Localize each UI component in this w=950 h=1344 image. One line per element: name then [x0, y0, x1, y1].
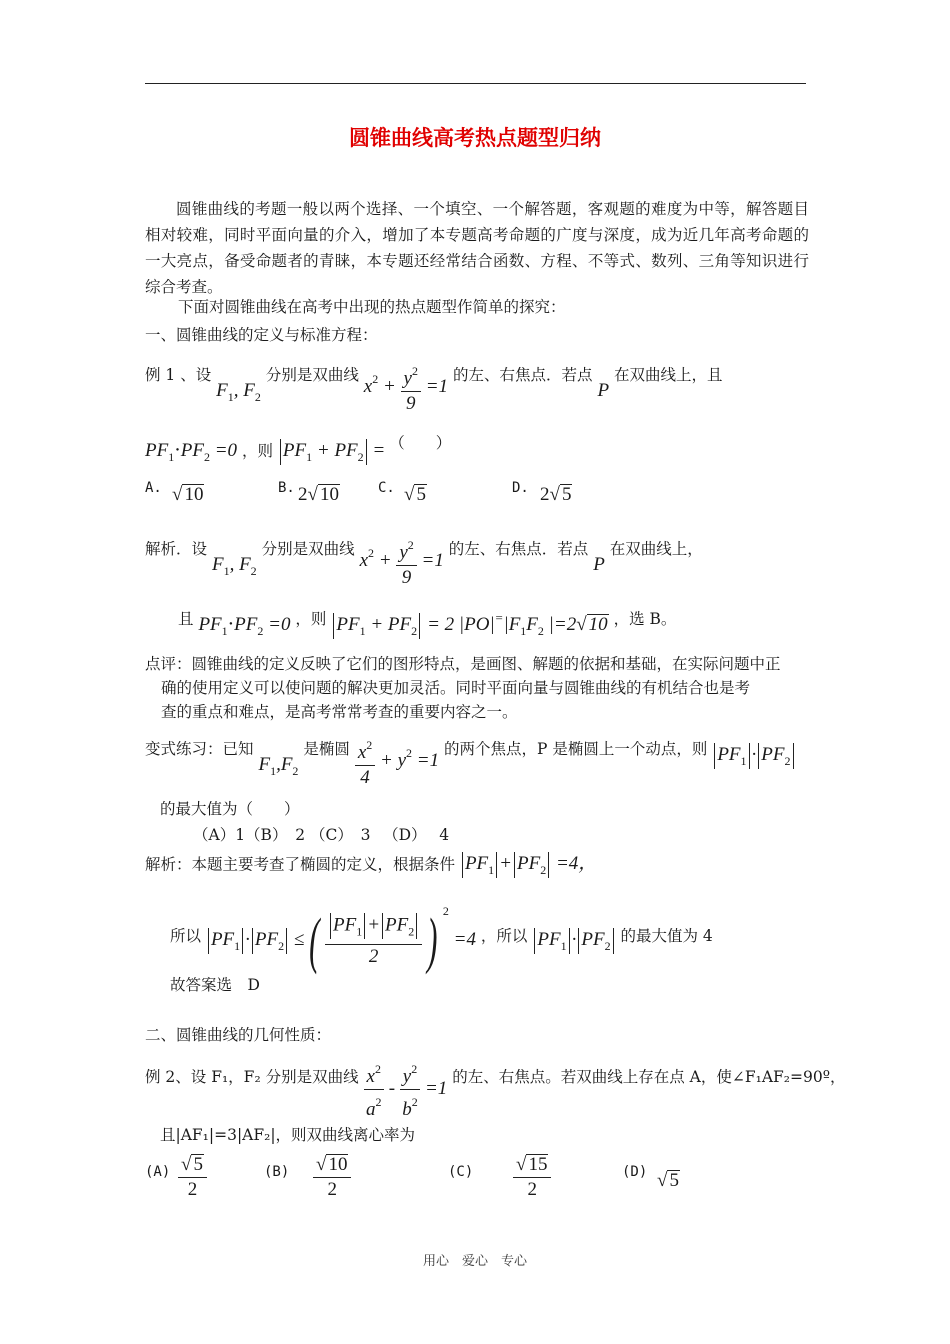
f1-f2-symbol: $F_1$, $F_2$: [211, 553, 257, 578]
abs-bar-left: [280, 439, 281, 465]
ex2-option-a-value: $\frac{√ 5}{2}$: [178, 1154, 207, 1201]
solution-2-line: [145, 852, 597, 882]
derivation-chain: = 2 $|PO|^=|F_1F_2$ |=2√ 10: [427, 610, 608, 638]
variant-mid: 是椭圆: [303, 739, 350, 758]
ex2-option-c-label: (C): [448, 1164, 474, 1180]
example-2-line-2: 且|AF₁|=3|AF₂|，则双曲线离心率为: [160, 1126, 416, 1144]
option-a-label: A.: [145, 480, 162, 496]
ex2-option-b-label: (B): [264, 1164, 290, 1180]
ex2-option-c-value: $\frac{√ 15}{2}$: [513, 1154, 551, 1201]
solution-1-tail-2: 在双曲线上，: [609, 539, 703, 558]
example-2-lead: 例 2、设 F₁，F₂ 分别是双曲线: [145, 1067, 359, 1086]
comment-line-2: 确的使用定义可以使问题的解决更加灵活。同时平面向量与圆锥曲线的有机结合也是考: [161, 679, 751, 697]
so-word: 所以: [170, 927, 202, 945]
option-d-label: D.: [512, 480, 529, 496]
option-c-value: √ 5: [404, 484, 426, 505]
inequality-line: [170, 900, 713, 975]
and-word: 且: [178, 610, 194, 628]
option-b-label: B.: [278, 480, 295, 496]
section-2-heading: 二、圆锥曲线的几何性质：: [145, 1026, 332, 1044]
point-p-symbol: P: [593, 553, 605, 575]
variant-lead: 变式练习：已知: [145, 739, 254, 758]
section-1-heading: 一、圆锥曲线的定义与标准方程：: [145, 326, 378, 344]
example-1-condition: [145, 432, 451, 469]
comment-label: 点评：: [145, 655, 192, 673]
example-2-line: [145, 1058, 846, 1120]
solution-1-mid: 分别是双曲线: [261, 539, 355, 558]
example-1-tail-2: 在双曲线上，且: [613, 365, 723, 384]
example-1-mid: 分别是双曲线: [265, 365, 359, 384]
abs-bar-left: [333, 613, 334, 639]
point-p-symbol: P: [597, 379, 610, 401]
ex2-option-d-label: (D): [622, 1164, 648, 1180]
solution-1-lead: 解析．设: [145, 539, 208, 558]
equals-sign: =: [373, 440, 385, 461]
example-1-line: [145, 360, 723, 416]
f1-f2-symbol: $F_1$, $F_2$: [216, 379, 261, 404]
so-word-2: ，所以: [480, 927, 528, 945]
variant-tail: 的两个焦点，P 是椭圆上一个动点，则: [444, 739, 708, 758]
hyperbola-equation: $x^2$ + $\frac{y^2}{9}$ =1: [360, 550, 444, 571]
vector-sum: $PF_1 + PF_2$: [336, 614, 418, 638]
option-d-value: 2√ 5: [540, 484, 572, 505]
sum-condition: $PF_1 + PF_2 =4$，: [460, 853, 597, 874]
hyperbola-equation: $x^2$ + $\frac{y^2}{9}$ =1: [364, 376, 448, 397]
ellipse-equation: $\frac{x^2}{4}$ + $y^2 =1$: [355, 750, 439, 771]
answer-line: 故答案选 D: [170, 976, 260, 994]
hyperbola-ab-equation: $\frac{x^2}{a^2}$ - $\frac{y^2}{b^2}$ =1: [364, 1078, 448, 1099]
solution-1-line: [145, 534, 703, 590]
vector-sum: $PF_1 + PF_2$: [282, 440, 364, 464]
header-rule: [145, 83, 806, 84]
option-b-value: 2√ 10: [298, 484, 339, 505]
example-1-tail-1: 的左、右焦点．若点: [452, 365, 593, 384]
pick-answer: ，选 B。: [613, 610, 677, 628]
variant-options: （A）1（B） 2 （C） 3 （D） 4: [193, 826, 450, 844]
variant-line: [145, 734, 796, 790]
intro-paragraph: 圆锥曲线的考题一般以两个选择、一个填空、一个解答题，客观题的难度为中等，解答题目相对较难，同时平面向量的介入，增加了本专题高考命题的广度与深度，成为近几年高考命题的一大亮点，备受命题者的青睐，本专题还经常结合函数、方程、不等式、数列、三角等知识进行综合考查。: [145, 200, 809, 296]
page-footer: 用心 爱心 专心: [422, 1254, 527, 1269]
variant-max-question: 的最大值为（ ）: [160, 800, 300, 818]
dot-product-zero: $PF_1\cdot PF_2 =0$: [198, 614, 291, 638]
example-2-tail: 的左、右焦点。若双曲线上存在点 A，使∠F₁AF₂=90º，: [452, 1067, 846, 1086]
product-of-lengths: $PF_1 \cdot PF_2$: [532, 929, 615, 950]
product-of-lengths: $PF_1 \cdot PF_2$: [712, 744, 795, 765]
solution-1-derivation: [178, 606, 676, 643]
ex2-option-a-label: (A): [145, 1164, 171, 1180]
f1-f2-symbol: $F_1,F_2$: [258, 753, 299, 778]
abs-bar-right: [366, 439, 367, 465]
comment-line-1: 圆锥曲线的定义反映了它们的图形特点，是画图、解题的依据和基础，在实际问题中正: [191, 655, 781, 673]
example-1-lead: 例 1 、设: [145, 365, 212, 384]
abs-bar-right: [419, 613, 420, 639]
intro-paragraph-2: 下面对圆锥曲线在高考中出现的热点题型作简单的探究：: [178, 298, 566, 316]
condition-then: ，则: [241, 442, 273, 460]
comment-block: [145, 652, 781, 724]
dot-product-zero: $PF_1\cdot PF_2 =0$: [145, 440, 238, 464]
ex2-option-d-value: √ 5: [657, 1170, 679, 1191]
option-a-value: √ 10: [172, 484, 204, 505]
option-c-label: C.: [378, 480, 395, 496]
amgm-inequality: $PF_1 \cdot PF_2$ ≤( $\frac{PF_1 + PF_2}{2}$ ) $^2$ =4: [206, 929, 476, 950]
ex2-option-b-value: $\frac{√ 10}{2}$: [313, 1154, 351, 1201]
answer-blank: （ ）: [389, 434, 452, 452]
then-word: ，则: [295, 610, 327, 628]
max-is: 的最大值为 4: [620, 927, 713, 945]
page-title: 圆锥曲线高考热点题型归纳: [349, 126, 601, 150]
comment-line-3: 查的重点和难点，是高考常常考查的重要内容之一。: [161, 703, 518, 721]
solution-2-lead: 解析：本题主要考查了椭圆的定义，根据条件: [145, 855, 456, 874]
solution-1-tail-1: 的左、右焦点．若点: [448, 539, 589, 558]
